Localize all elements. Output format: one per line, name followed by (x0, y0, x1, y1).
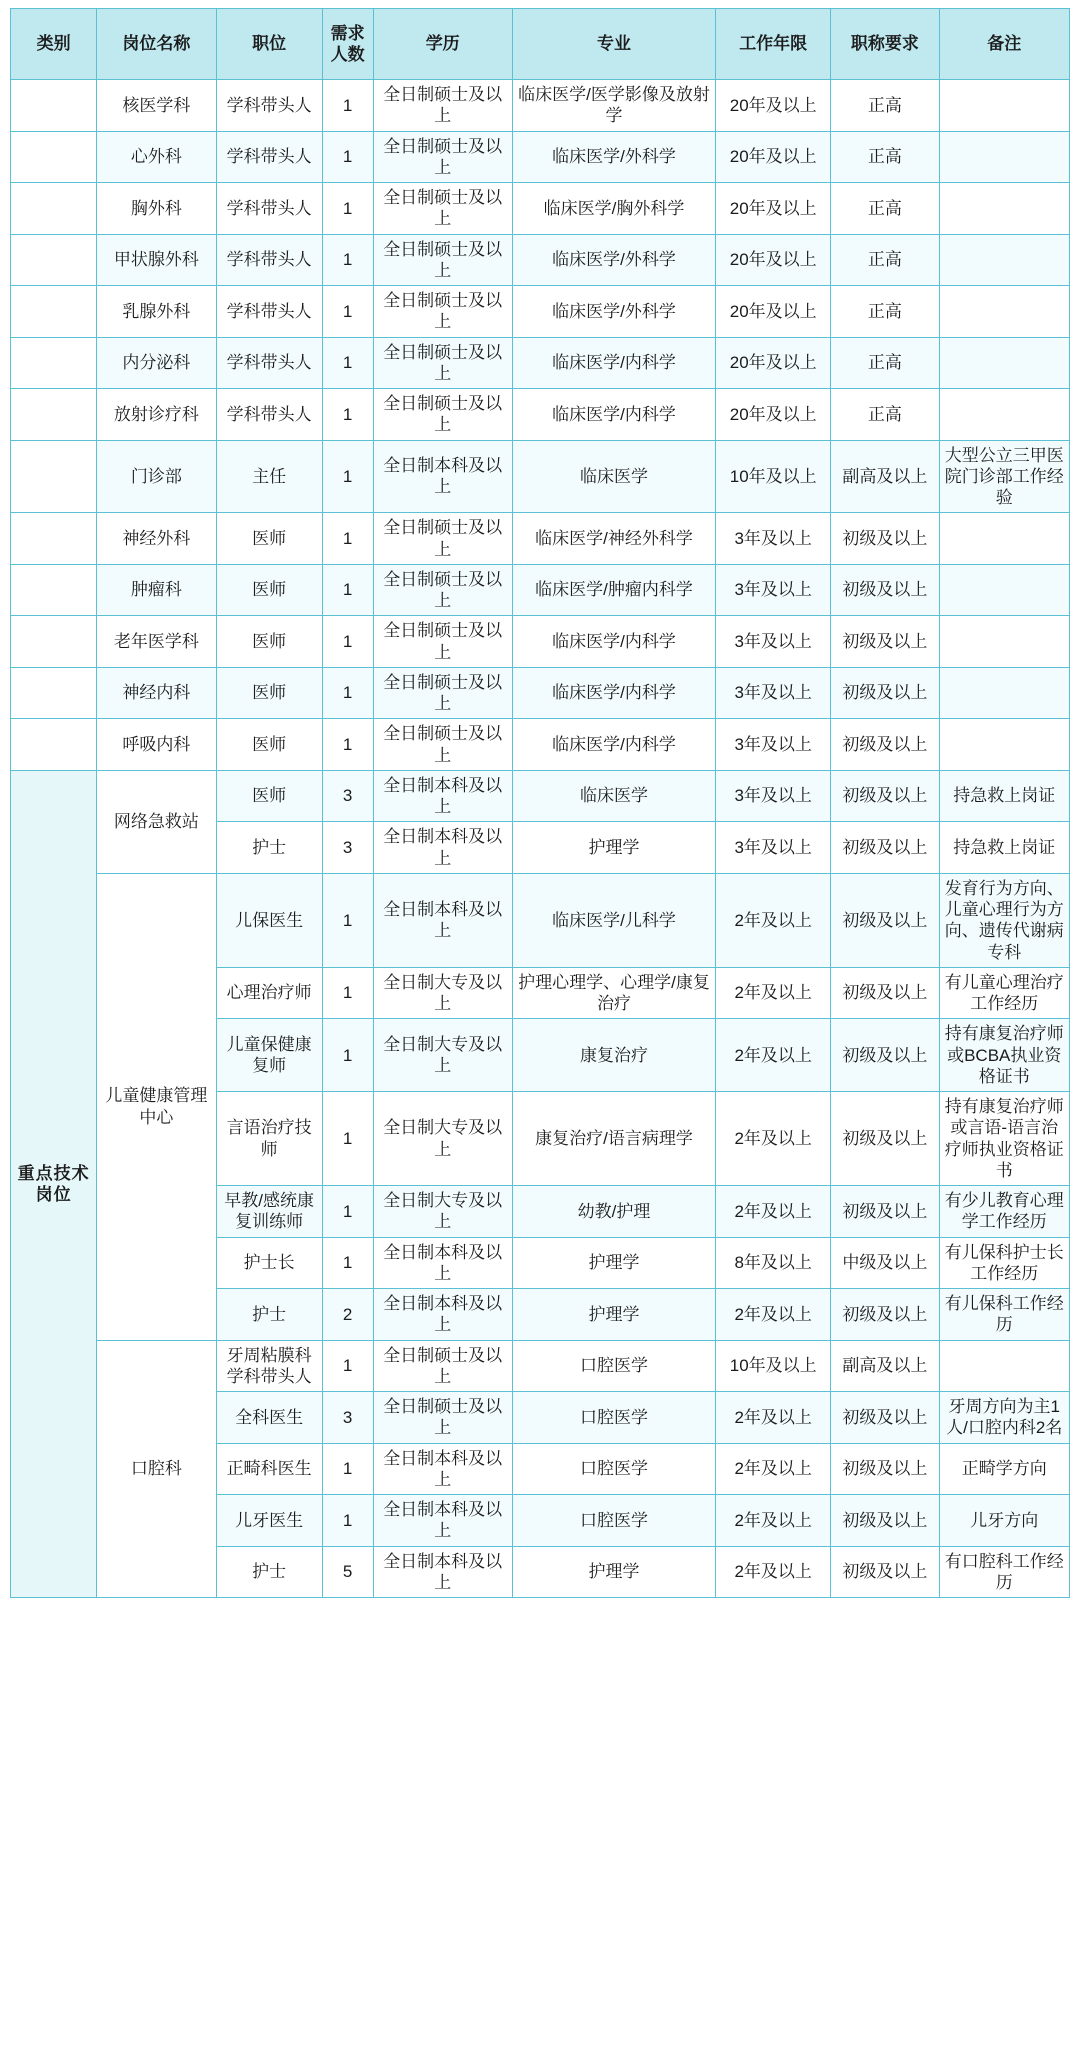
remark-cell (939, 337, 1070, 389)
rank-cell: 正高 (831, 389, 939, 441)
headcount-cell: 1 (322, 234, 373, 286)
major-cell: 幼教/护理 (512, 1186, 715, 1238)
education-cell: 全日制本科及以上 (373, 440, 512, 513)
rank-cell: 中级及以上 (831, 1237, 939, 1289)
education-cell: 全日制硕士及以上 (373, 719, 512, 771)
years-cell: 2年及以上 (716, 1392, 831, 1444)
remark-cell (939, 667, 1070, 719)
table-row (11, 234, 1070, 286)
remark-cell: 有儿保科护士长工作经历 (939, 1237, 1070, 1289)
position-cell: 牙周粘膜科学科带头人 (216, 1340, 322, 1392)
rank-cell: 初级及以上 (831, 513, 939, 565)
rank-cell: 初级及以上 (831, 667, 939, 719)
position-cell: 正畸科医生 (216, 1443, 322, 1495)
major-cell: 临床医学/胸外科学 (512, 183, 715, 235)
headcount-cell: 1 (322, 667, 373, 719)
education-cell: 全日制本科及以上 (373, 873, 512, 967)
years-cell: 2年及以上 (716, 1019, 831, 1092)
remark-cell: 牙周方向为主1人/口腔内科2名 (939, 1392, 1070, 1444)
major-cell: 护理学 (512, 1546, 715, 1598)
major-cell: 口腔医学 (512, 1443, 715, 1495)
table-row (11, 440, 1070, 513)
remark-cell (939, 234, 1070, 286)
rank-cell: 正高 (831, 183, 939, 235)
remark-cell: 正畸学方向 (939, 1443, 1070, 1495)
major-cell: 临床医学/外科学 (512, 286, 715, 338)
position-cell: 言语治疗技师 (216, 1092, 322, 1186)
headcount-cell: 1 (322, 286, 373, 338)
headcount-cell: 1 (322, 131, 373, 183)
category-cell-empty (11, 183, 97, 235)
position-cell: 医师 (216, 667, 322, 719)
position-cell: 早教/感统康复训练师 (216, 1186, 322, 1238)
remark-cell: 有儿保科工作经历 (939, 1289, 1070, 1341)
major-cell: 临床医学/内科学 (512, 337, 715, 389)
headcount-cell: 1 (322, 513, 373, 565)
education-cell: 全日制大专及以上 (373, 1092, 512, 1186)
position-cell: 学科带头人 (216, 234, 322, 286)
remark-cell (939, 389, 1070, 441)
years-cell: 2年及以上 (716, 1443, 831, 1495)
category-cell-empty (11, 286, 97, 338)
rank-cell: 正高 (831, 286, 939, 338)
remark-cell (939, 286, 1070, 338)
category-cell-empty (11, 719, 97, 771)
remark-cell: 大型公立三甲医院门诊部工作经验 (939, 440, 1070, 513)
rank-cell: 初级及以上 (831, 967, 939, 1019)
education-cell: 全日制本科及以上 (373, 1289, 512, 1341)
headcount-cell: 1 (322, 1443, 373, 1495)
headcount-cell: 2 (322, 1289, 373, 1341)
education-cell: 全日制硕士及以上 (373, 667, 512, 719)
years-cell: 2年及以上 (716, 967, 831, 1019)
column-header-education: 学历 (373, 9, 512, 80)
years-cell: 3年及以上 (716, 822, 831, 874)
headcount-cell: 1 (322, 1237, 373, 1289)
position-cell: 主任 (216, 440, 322, 513)
education-cell: 全日制本科及以上 (373, 822, 512, 874)
major-cell: 临床医学 (512, 770, 715, 822)
rank-cell: 正高 (831, 80, 939, 132)
years-cell: 2年及以上 (716, 1289, 831, 1341)
education-cell: 全日制本科及以上 (373, 1546, 512, 1598)
rank-cell: 初级及以上 (831, 1186, 939, 1238)
position-cell: 学科带头人 (216, 389, 322, 441)
column-header-remark: 备注 (939, 9, 1070, 80)
post-name-cell: 呼吸内科 (97, 719, 216, 771)
position-cell: 医师 (216, 719, 322, 771)
education-cell: 全日制硕士及以上 (373, 234, 512, 286)
major-cell: 临床医学/肿瘤内科学 (512, 564, 715, 616)
rank-cell: 初级及以上 (831, 822, 939, 874)
major-cell: 康复治疗/语言病理学 (512, 1092, 715, 1186)
headcount-cell: 1 (322, 183, 373, 235)
headcount-cell: 1 (322, 337, 373, 389)
rank-cell: 初级及以上 (831, 564, 939, 616)
headcount-cell: 1 (322, 1340, 373, 1392)
major-cell: 临床医学/内科学 (512, 667, 715, 719)
years-cell: 2年及以上 (716, 1186, 831, 1238)
headcount-cell: 1 (322, 1495, 373, 1547)
remark-cell: 有少儿教育心理学工作经历 (939, 1186, 1070, 1238)
position-cell: 儿牙医生 (216, 1495, 322, 1547)
headcount-cell: 3 (322, 1392, 373, 1444)
education-cell: 全日制本科及以上 (373, 1495, 512, 1547)
position-cell: 医师 (216, 616, 322, 668)
post-name-cell: 神经内科 (97, 667, 216, 719)
major-cell: 临床医学/内科学 (512, 616, 715, 668)
rank-cell: 初级及以上 (831, 1546, 939, 1598)
position-cell: 护士 (216, 1546, 322, 1598)
major-cell: 临床医学/外科学 (512, 234, 715, 286)
column-header-headcount: 需求人数 (322, 9, 373, 80)
years-cell: 20年及以上 (716, 286, 831, 338)
major-cell: 护理学 (512, 1289, 715, 1341)
rank-cell: 初级及以上 (831, 719, 939, 771)
table-row (11, 131, 1070, 183)
rank-cell: 初级及以上 (831, 770, 939, 822)
rank-cell: 正高 (831, 131, 939, 183)
post-name-cell: 胸外科 (97, 183, 216, 235)
education-cell: 全日制硕士及以上 (373, 183, 512, 235)
position-cell: 学科带头人 (216, 80, 322, 132)
years-cell: 20年及以上 (716, 234, 831, 286)
years-cell: 8年及以上 (716, 1237, 831, 1289)
major-cell: 护理心理学、心理学/康复治疗 (512, 967, 715, 1019)
education-cell: 全日制本科及以上 (373, 770, 512, 822)
category-cell-empty (11, 564, 97, 616)
position-cell: 儿童保健康复师 (216, 1019, 322, 1092)
years-cell: 3年及以上 (716, 564, 831, 616)
major-cell: 临床医学/外科学 (512, 131, 715, 183)
table-row (11, 564, 1070, 616)
major-cell: 护理学 (512, 1237, 715, 1289)
position-cell: 护士 (216, 1289, 322, 1341)
table-body (11, 80, 1070, 1598)
education-cell: 全日制硕士及以上 (373, 616, 512, 668)
headcount-cell: 1 (322, 564, 373, 616)
position-cell: 医师 (216, 770, 322, 822)
remark-cell (939, 616, 1070, 668)
position-cell: 护士 (216, 822, 322, 874)
position-cell: 学科带头人 (216, 286, 322, 338)
education-cell: 全日制硕士及以上 (373, 1392, 512, 1444)
headcount-cell: 5 (322, 1546, 373, 1598)
remark-cell (939, 1340, 1070, 1392)
remark-cell (939, 131, 1070, 183)
education-cell: 全日制硕士及以上 (373, 564, 512, 616)
remark-cell (939, 719, 1070, 771)
years-cell: 2年及以上 (716, 1546, 831, 1598)
major-cell: 临床医学/内科学 (512, 389, 715, 441)
headcount-cell: 1 (322, 873, 373, 967)
years-cell: 3年及以上 (716, 770, 831, 822)
years-cell: 3年及以上 (716, 513, 831, 565)
table-row (11, 286, 1070, 338)
post-group-cell: 儿童健康管理中心 (97, 873, 216, 1340)
rank-cell: 正高 (831, 234, 939, 286)
post-name-cell: 门诊部 (97, 440, 216, 513)
headcount-cell: 1 (322, 1186, 373, 1238)
headcount-cell: 1 (322, 80, 373, 132)
headcount-cell: 1 (322, 719, 373, 771)
education-cell: 全日制大专及以上 (373, 1019, 512, 1092)
education-cell: 全日制硕士及以上 (373, 513, 512, 565)
category-cell-empty (11, 337, 97, 389)
table-row (11, 183, 1070, 235)
position-cell: 学科带头人 (216, 337, 322, 389)
category-cell-empty (11, 234, 97, 286)
headcount-cell: 1 (322, 616, 373, 668)
table-row (11, 667, 1070, 719)
years-cell: 10年及以上 (716, 440, 831, 513)
post-group-cell: 口腔科 (97, 1340, 216, 1598)
rank-cell: 初级及以上 (831, 1443, 939, 1495)
major-cell: 口腔医学 (512, 1495, 715, 1547)
remark-cell (939, 183, 1070, 235)
years-cell: 20年及以上 (716, 80, 831, 132)
major-cell: 康复治疗 (512, 1019, 715, 1092)
education-cell: 全日制硕士及以上 (373, 337, 512, 389)
post-name-cell: 肿瘤科 (97, 564, 216, 616)
headcount-cell: 1 (322, 389, 373, 441)
position-cell: 学科带头人 (216, 131, 322, 183)
recruitment-table (10, 8, 1070, 1598)
years-cell: 3年及以上 (716, 616, 831, 668)
education-cell: 全日制硕士及以上 (373, 131, 512, 183)
rank-cell: 初级及以上 (831, 873, 939, 967)
category-cell-empty (11, 616, 97, 668)
headcount-cell: 1 (322, 967, 373, 1019)
education-cell: 全日制本科及以上 (373, 1237, 512, 1289)
rank-cell: 副高及以上 (831, 1340, 939, 1392)
post-name-cell: 甲状腺外科 (97, 234, 216, 286)
table-row (11, 80, 1070, 132)
years-cell: 20年及以上 (716, 131, 831, 183)
years-cell: 10年及以上 (716, 1340, 831, 1392)
table-header (11, 9, 1070, 80)
rank-cell: 正高 (831, 337, 939, 389)
remark-cell: 有口腔科工作经历 (939, 1546, 1070, 1598)
category-cell-empty (11, 440, 97, 513)
post-group-cell: 网络急救站 (97, 770, 216, 873)
category-cell-empty (11, 80, 97, 132)
rank-cell: 初级及以上 (831, 616, 939, 668)
post-name-cell: 内分泌科 (97, 337, 216, 389)
table-row (11, 389, 1070, 441)
headcount-cell: 3 (322, 770, 373, 822)
major-cell: 临床医学/儿科学 (512, 873, 715, 967)
headcount-cell: 1 (322, 1019, 373, 1092)
years-cell: 20年及以上 (716, 389, 831, 441)
remark-cell (939, 564, 1070, 616)
years-cell: 2年及以上 (716, 1092, 831, 1186)
major-cell: 口腔医学 (512, 1340, 715, 1392)
remark-cell: 持急救上岗证 (939, 822, 1070, 874)
remark-cell: 持有康复治疗师或言语-语言治疗师执业资格证书 (939, 1092, 1070, 1186)
rank-cell: 初级及以上 (831, 1092, 939, 1186)
major-cell: 临床医学/医学影像及放射学 (512, 80, 715, 132)
position-cell: 医师 (216, 513, 322, 565)
position-cell: 心理治疗师 (216, 967, 322, 1019)
rank-cell: 初级及以上 (831, 1495, 939, 1547)
table-row (11, 719, 1070, 771)
major-cell: 护理学 (512, 822, 715, 874)
position-cell: 医师 (216, 564, 322, 616)
education-cell: 全日制硕士及以上 (373, 389, 512, 441)
remark-cell: 儿牙方向 (939, 1495, 1070, 1547)
category-cell-empty (11, 513, 97, 565)
major-cell: 临床医学/神经外科学 (512, 513, 715, 565)
rank-cell: 副高及以上 (831, 440, 939, 513)
remark-cell: 持有康复治疗师或BCBA执业资格证书 (939, 1019, 1070, 1092)
years-cell: 2年及以上 (716, 1495, 831, 1547)
education-cell: 全日制大专及以上 (373, 1186, 512, 1238)
post-name-cell: 老年医学科 (97, 616, 216, 668)
post-name-cell: 神经外科 (97, 513, 216, 565)
category-cell-empty (11, 389, 97, 441)
education-cell: 全日制硕士及以上 (373, 1340, 512, 1392)
table-row (11, 1340, 1070, 1392)
years-cell: 3年及以上 (716, 719, 831, 771)
education-cell: 全日制本科及以上 (373, 1443, 512, 1495)
column-header-rank: 职称要求 (831, 9, 939, 80)
years-cell: 20年及以上 (716, 337, 831, 389)
position-cell: 学科带头人 (216, 183, 322, 235)
post-name-cell: 放射诊疗科 (97, 389, 216, 441)
rank-cell: 初级及以上 (831, 1019, 939, 1092)
remark-cell: 发育行为方向、儿童心理行为方向、遗传代谢病专科 (939, 873, 1070, 967)
education-cell: 全日制大专及以上 (373, 967, 512, 1019)
column-header-category: 类别 (11, 9, 97, 80)
column-header-post-name: 岗位名称 (97, 9, 216, 80)
headcount-cell: 1 (322, 440, 373, 513)
major-cell: 临床医学 (512, 440, 715, 513)
education-cell: 全日制硕士及以上 (373, 286, 512, 338)
major-cell: 临床医学/内科学 (512, 719, 715, 771)
table-row (11, 873, 1070, 967)
rank-cell: 初级及以上 (831, 1289, 939, 1341)
post-name-cell: 心外科 (97, 131, 216, 183)
column-header-years: 工作年限 (716, 9, 831, 80)
header-row (11, 9, 1070, 80)
rank-cell: 初级及以上 (831, 1392, 939, 1444)
post-name-cell: 核医学科 (97, 80, 216, 132)
years-cell: 20年及以上 (716, 183, 831, 235)
table-row (11, 616, 1070, 668)
category-cell: 重点技术岗位 (11, 770, 97, 1597)
table-row (11, 770, 1070, 822)
table-row (11, 513, 1070, 565)
remark-cell: 有儿童心理治疗工作经历 (939, 967, 1070, 1019)
years-cell: 3年及以上 (716, 667, 831, 719)
years-cell: 2年及以上 (716, 873, 831, 967)
headcount-cell: 1 (322, 1092, 373, 1186)
position-cell: 儿保医生 (216, 873, 322, 967)
remark-cell (939, 80, 1070, 132)
position-cell: 护士长 (216, 1237, 322, 1289)
table-row (11, 337, 1070, 389)
education-cell: 全日制硕士及以上 (373, 80, 512, 132)
major-cell: 口腔医学 (512, 1392, 715, 1444)
column-header-major: 专业 (512, 9, 715, 80)
position-cell: 全科医生 (216, 1392, 322, 1444)
remark-cell: 持急救上岗证 (939, 770, 1070, 822)
remark-cell (939, 513, 1070, 565)
column-header-position: 职位 (216, 9, 322, 80)
category-cell-empty (11, 131, 97, 183)
post-name-cell: 乳腺外科 (97, 286, 216, 338)
category-cell-empty (11, 667, 97, 719)
headcount-cell: 3 (322, 822, 373, 874)
